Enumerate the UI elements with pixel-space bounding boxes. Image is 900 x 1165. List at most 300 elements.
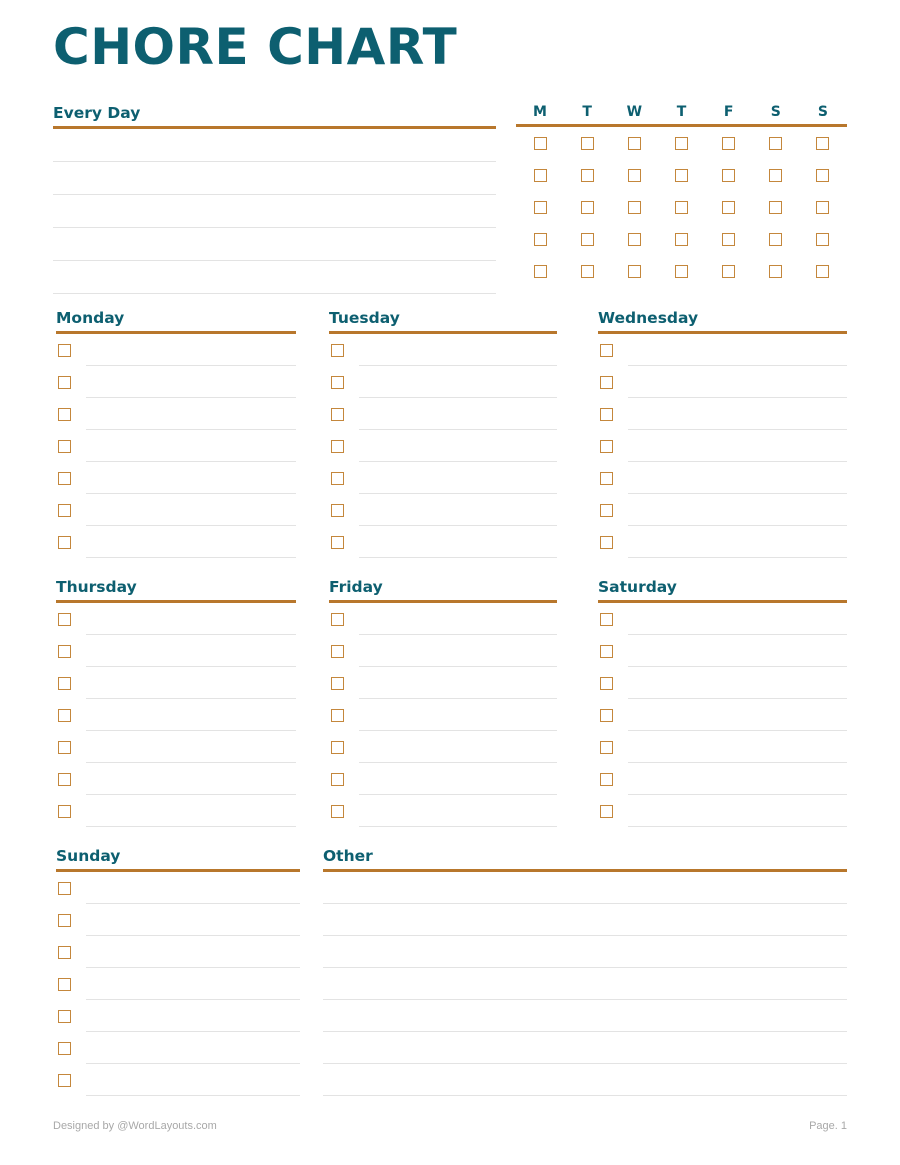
checkbox-cell[interactable] [598,334,628,366]
checkbox-cell[interactable] [56,795,86,827]
chore-line[interactable] [359,371,557,398]
chore-item[interactable] [56,936,300,968]
checkbox-icon[interactable] [58,773,71,786]
chore-item[interactable] [598,699,847,731]
checkbox-icon[interactable] [600,472,613,485]
chore-item[interactable] [56,1064,300,1096]
checkbox-icon[interactable] [769,137,782,150]
checkbox-icon[interactable] [331,472,344,485]
chore-item[interactable] [598,763,847,795]
chore-line[interactable] [359,467,557,494]
checkbox-cell[interactable] [713,169,745,182]
checkbox-icon[interactable] [58,440,71,453]
chore-line[interactable] [359,499,557,526]
chore-item[interactable] [56,731,296,763]
checkbox-cell[interactable] [760,169,792,182]
checkbox-icon[interactable] [600,440,613,453]
chore-item[interactable] [56,667,296,699]
checkbox-icon[interactable] [600,504,613,517]
checkbox-icon[interactable] [331,709,344,722]
chore-item[interactable] [56,904,300,936]
checkbox-cell[interactable] [665,233,697,246]
other-row[interactable] [323,1064,847,1096]
checkbox-cell[interactable] [56,1032,86,1064]
checkbox-icon[interactable] [581,137,594,150]
checkbox-icon[interactable] [675,233,688,246]
chore-item[interactable] [329,462,557,494]
checkbox-icon[interactable] [600,677,613,690]
checkbox-icon[interactable] [816,233,829,246]
chore-line[interactable] [86,403,296,430]
checkbox-icon[interactable] [534,233,547,246]
checkbox-icon[interactable] [534,169,547,182]
chore-item[interactable] [56,494,296,526]
checkbox-icon[interactable] [581,201,594,214]
chore-line[interactable] [86,941,300,968]
chore-line[interactable] [86,339,296,366]
chore-item[interactable] [56,398,296,430]
checkbox-icon[interactable] [331,504,344,517]
checkbox-icon[interactable] [628,137,641,150]
chore-item[interactable] [329,494,557,526]
checkbox-icon[interactable] [769,169,782,182]
chore-line[interactable] [628,640,847,667]
checkbox-cell[interactable] [329,494,359,526]
every-day-line[interactable] [53,228,496,261]
chore-item[interactable] [329,731,557,763]
checkbox-cell[interactable] [571,233,603,246]
chore-line[interactable] [628,499,847,526]
chore-item[interactable] [56,462,296,494]
section-other [323,847,847,1096]
checkbox-cell[interactable] [598,462,628,494]
chore-item[interactable] [56,603,296,635]
checkbox-icon[interactable] [58,978,71,991]
chore-line[interactable] [628,403,847,430]
checkbox-cell[interactable] [571,137,603,150]
chore-item[interactable] [329,430,557,462]
checkbox-cell[interactable] [56,334,86,366]
checkbox-icon[interactable] [675,201,688,214]
checkbox-cell[interactable] [760,201,792,214]
every-day-line[interactable] [53,129,496,162]
chore-item[interactable] [598,603,847,635]
every-day-lines [53,129,496,294]
other-items [323,872,847,1096]
checkbox-cell[interactable] [598,603,628,635]
chore-item[interactable] [56,795,296,827]
chore-item[interactable] [329,699,557,731]
chore-line[interactable] [628,467,847,494]
checkbox-icon[interactable] [581,265,594,278]
checkbox-cell[interactable] [56,603,86,635]
checkbox-cell[interactable] [56,667,86,699]
checkbox-icon[interactable] [331,677,344,690]
checkbox-cell[interactable] [56,872,86,904]
checkbox-cell[interactable] [598,398,628,430]
checkbox-cell[interactable] [618,233,650,246]
checkbox-cell[interactable] [571,201,603,214]
checkbox-icon[interactable] [600,376,613,389]
checkbox-icon[interactable] [58,914,71,927]
checkbox-cell[interactable] [618,265,650,278]
every-day-line[interactable] [53,195,496,228]
chore-line[interactable] [359,608,557,635]
weekday-initial: S [770,104,781,120]
chore-item[interactable] [329,526,557,558]
chore-line[interactable] [86,973,300,1000]
checkbox-icon[interactable] [331,645,344,658]
checkbox-icon[interactable] [331,376,344,389]
weekday-checkbox-grid [516,104,847,287]
checkbox-icon[interactable] [675,265,688,278]
checkbox-cell[interactable] [329,366,359,398]
checkbox-icon[interactable] [534,201,547,214]
other-row[interactable] [323,872,847,904]
other-line[interactable] [323,973,847,1000]
checkbox-cell[interactable] [329,731,359,763]
checkbox-cell[interactable] [618,201,650,214]
checkbox-cell[interactable] [329,763,359,795]
checkbox-icon[interactable] [58,946,71,959]
chore-item[interactable] [329,366,557,398]
chore-item[interactable] [598,667,847,699]
checkbox-cell[interactable] [713,233,745,246]
checkbox-cell[interactable] [713,201,745,214]
saturday-heading: Saturday [598,578,677,596]
checkbox-cell[interactable] [56,968,86,1000]
checkbox-cell[interactable] [618,169,650,182]
checkbox-cell[interactable] [329,462,359,494]
chore-item[interactable] [329,334,557,366]
chore-line[interactable] [86,435,296,462]
chore-line[interactable] [628,736,847,763]
checkbox-icon[interactable] [722,265,735,278]
chore-line[interactable] [86,1037,300,1064]
checkbox-cell[interactable] [571,265,603,278]
checkbox-icon[interactable] [58,613,71,626]
checkbox-cell[interactable] [56,366,86,398]
monday-items [56,334,296,558]
chore-item[interactable] [329,763,557,795]
checkbox-icon[interactable] [769,233,782,246]
chore-line[interactable] [359,704,557,731]
checkbox-icon[interactable] [58,472,71,485]
section-wednesday [598,309,847,558]
checkbox-icon[interactable] [816,265,829,278]
checkbox-cell[interactable] [329,635,359,667]
checkbox-icon[interactable] [628,233,641,246]
checkbox-cell[interactable] [56,731,86,763]
checkbox-icon[interactable] [600,344,613,357]
checkbox-cell[interactable] [598,366,628,398]
chore-item[interactable] [56,968,300,1000]
checkbox-cell[interactable] [665,169,697,182]
chore-item[interactable] [56,1032,300,1064]
checkbox-cell[interactable] [760,233,792,246]
chore-line[interactable] [86,877,300,904]
other-row[interactable] [323,1032,847,1064]
checkbox-cell[interactable] [329,398,359,430]
checkbox-icon[interactable] [722,137,735,150]
other-line[interactable] [323,1069,847,1096]
chore-item[interactable] [56,763,296,795]
chore-item[interactable] [56,526,296,558]
other-row[interactable] [323,1000,847,1032]
checkbox-icon[interactable] [722,201,735,214]
weekday-initial: W [626,104,643,120]
chore-line[interactable] [86,672,296,699]
weekday-initial: T [676,104,687,120]
checkbox-icon[interactable] [769,265,782,278]
checkbox-cell[interactable] [713,265,745,278]
chore-item[interactable] [329,398,557,430]
checkbox-icon[interactable] [600,805,613,818]
checkbox-icon[interactable] [581,233,594,246]
wednesday-items [598,334,847,558]
chore-line[interactable] [359,736,557,763]
checkbox-icon[interactable] [534,137,547,150]
checkbox-cell[interactable] [760,265,792,278]
checkbox-icon[interactable] [331,408,344,421]
every-day-line[interactable] [53,261,496,294]
checkbox-icon[interactable] [600,613,613,626]
chore-line[interactable] [628,768,847,795]
checkbox-cell[interactable] [524,169,556,182]
chore-line[interactable] [359,531,557,558]
chore-item[interactable] [56,1000,300,1032]
checkbox-icon[interactable] [58,344,71,357]
checkbox-cell[interactable] [665,201,697,214]
checkbox-cell[interactable] [329,795,359,827]
checkbox-icon[interactable] [58,504,71,517]
chore-item[interactable] [598,526,847,558]
chore-line[interactable] [86,371,296,398]
checkbox-cell[interactable] [329,526,359,558]
chore-line[interactable] [86,531,296,558]
checkbox-icon[interactable] [722,233,735,246]
checkbox-icon[interactable] [600,741,613,754]
chore-line[interactable] [628,371,847,398]
checkbox-cell[interactable] [807,265,839,278]
checkbox-icon[interactable] [600,536,613,549]
checkbox-cell[interactable] [598,731,628,763]
checkbox-cell[interactable] [56,526,86,558]
checkbox-cell[interactable] [807,233,839,246]
chore-line[interactable] [86,704,296,731]
section-every-day [53,104,496,294]
checkbox-cell[interactable] [598,699,628,731]
checkbox-cell[interactable] [56,763,86,795]
checkbox-cell[interactable] [760,137,792,150]
checkbox-icon[interactable] [675,137,688,150]
checkbox-icon[interactable] [534,265,547,278]
chore-line[interactable] [86,467,296,494]
checkbox-cell[interactable] [524,233,556,246]
chore-item[interactable] [56,872,300,904]
chore-item[interactable] [329,667,557,699]
chore-item[interactable] [598,494,847,526]
chore-item[interactable] [56,430,296,462]
chore-line[interactable] [628,339,847,366]
chore-item[interactable] [329,603,557,635]
checkbox-cell[interactable] [598,635,628,667]
chore-line[interactable] [86,608,296,635]
chore-line[interactable] [359,339,557,366]
checkbox-cell[interactable] [524,201,556,214]
checkbox-icon[interactable] [675,169,688,182]
chore-item[interactable] [56,334,296,366]
checkbox-cell[interactable] [598,763,628,795]
checkbox-cell[interactable] [56,904,86,936]
chore-line[interactable] [86,909,300,936]
checkbox-icon[interactable] [581,169,594,182]
chore-line[interactable] [86,640,296,667]
chore-line[interactable] [628,800,847,827]
other-line[interactable] [323,1005,847,1032]
other-line[interactable] [323,1037,847,1064]
chore-item[interactable] [598,366,847,398]
checkbox-icon[interactable] [331,741,344,754]
checkbox-cell[interactable] [56,462,86,494]
checkbox-icon[interactable] [628,265,641,278]
checkbox-icon[interactable] [58,709,71,722]
checkbox-cell[interactable] [665,265,697,278]
chore-line[interactable] [628,608,847,635]
other-line[interactable] [323,877,847,904]
checkbox-icon[interactable] [331,344,344,357]
checkbox-icon[interactable] [58,1042,71,1055]
checkbox-cell[interactable] [713,137,745,150]
checkbox-cell[interactable] [56,398,86,430]
checkbox-cell[interactable] [598,494,628,526]
chore-line[interactable] [86,499,296,526]
checkbox-cell[interactable] [56,635,86,667]
checkbox-cell[interactable] [598,526,628,558]
chore-item[interactable] [329,795,557,827]
checkbox-cell[interactable] [524,137,556,150]
checkbox-icon[interactable] [58,536,71,549]
chore-item[interactable] [598,430,847,462]
checkbox-icon[interactable] [816,169,829,182]
checkbox-cell[interactable] [56,699,86,731]
chore-line[interactable] [86,768,296,795]
chore-item[interactable] [56,366,296,398]
chore-item[interactable] [598,334,847,366]
chore-line[interactable] [86,1069,300,1096]
checkbox-cell[interactable] [329,667,359,699]
checkbox-icon[interactable] [58,677,71,690]
chore-item[interactable] [598,398,847,430]
checkbox-icon[interactable] [331,613,344,626]
chore-line[interactable] [86,1005,300,1032]
chore-item[interactable] [598,731,847,763]
checkbox-icon[interactable] [816,201,829,214]
chore-item[interactable] [56,699,296,731]
checkbox-cell[interactable] [807,137,839,150]
checkbox-icon[interactable] [722,169,735,182]
other-row[interactable] [323,904,847,936]
checkbox-icon[interactable] [769,201,782,214]
chore-line[interactable] [359,435,557,462]
checkbox-cell[interactable] [571,169,603,182]
checkbox-cell[interactable] [56,1000,86,1032]
chore-line[interactable] [86,800,296,827]
checkbox-icon[interactable] [58,645,71,658]
checkbox-icon[interactable] [58,408,71,421]
checkbox-icon[interactable] [331,773,344,786]
other-line[interactable] [323,909,847,936]
checkbox-cell[interactable] [807,169,839,182]
checkbox-cell[interactable] [56,430,86,462]
checkbox-cell[interactable] [56,494,86,526]
checkbox-cell[interactable] [598,795,628,827]
checkbox-icon[interactable] [816,137,829,150]
chore-item[interactable] [329,635,557,667]
chore-line[interactable] [359,800,557,827]
checkbox-cell[interactable] [665,137,697,150]
checkbox-icon[interactable] [600,709,613,722]
chore-item[interactable] [598,635,847,667]
checkbox-icon[interactable] [628,201,641,214]
chore-item[interactable] [598,462,847,494]
checkbox-icon[interactable] [58,1010,71,1023]
checkbox-icon[interactable] [58,805,71,818]
chore-line[interactable] [359,403,557,430]
checkbox-icon[interactable] [58,741,71,754]
checkbox-icon[interactable] [331,805,344,818]
chore-item[interactable] [56,635,296,667]
checkbox-icon[interactable] [600,408,613,421]
checkbox-icon[interactable] [58,1074,71,1087]
chore-line[interactable] [628,704,847,731]
checkbox-cell[interactable] [329,699,359,731]
footer-credit: Designed by @WordLayouts.com [53,1120,217,1132]
checkbox-icon[interactable] [58,376,71,389]
chore-line[interactable] [359,768,557,795]
chore-line[interactable] [86,736,296,763]
checkbox-cell[interactable] [807,201,839,214]
chore-line[interactable] [628,672,847,699]
thursday-items [56,603,296,827]
checkbox-cell[interactable] [524,265,556,278]
checkbox-cell[interactable] [56,1064,86,1096]
checkbox-cell[interactable] [329,334,359,366]
chore-line[interactable] [359,672,557,699]
checkbox-cell[interactable] [329,603,359,635]
other-row[interactable] [323,936,847,968]
chore-item[interactable] [598,795,847,827]
section-monday [56,309,296,558]
other-row[interactable] [323,968,847,1000]
chore-line[interactable] [359,640,557,667]
checkbox-cell[interactable] [598,430,628,462]
checkbox-icon[interactable] [628,169,641,182]
checkbox-cell[interactable] [598,667,628,699]
chore-line[interactable] [628,531,847,558]
checkbox-icon[interactable] [600,645,613,658]
checkbox-cell[interactable] [56,936,86,968]
checkbox-icon[interactable] [331,440,344,453]
checkbox-icon[interactable] [58,882,71,895]
checkbox-icon[interactable] [600,773,613,786]
checkbox-cell[interactable] [618,137,650,150]
every-day-line[interactable] [53,162,496,195]
checkbox-cell[interactable] [329,430,359,462]
other-line[interactable] [323,941,847,968]
checkbox-icon[interactable] [331,536,344,549]
chore-line[interactable] [628,435,847,462]
